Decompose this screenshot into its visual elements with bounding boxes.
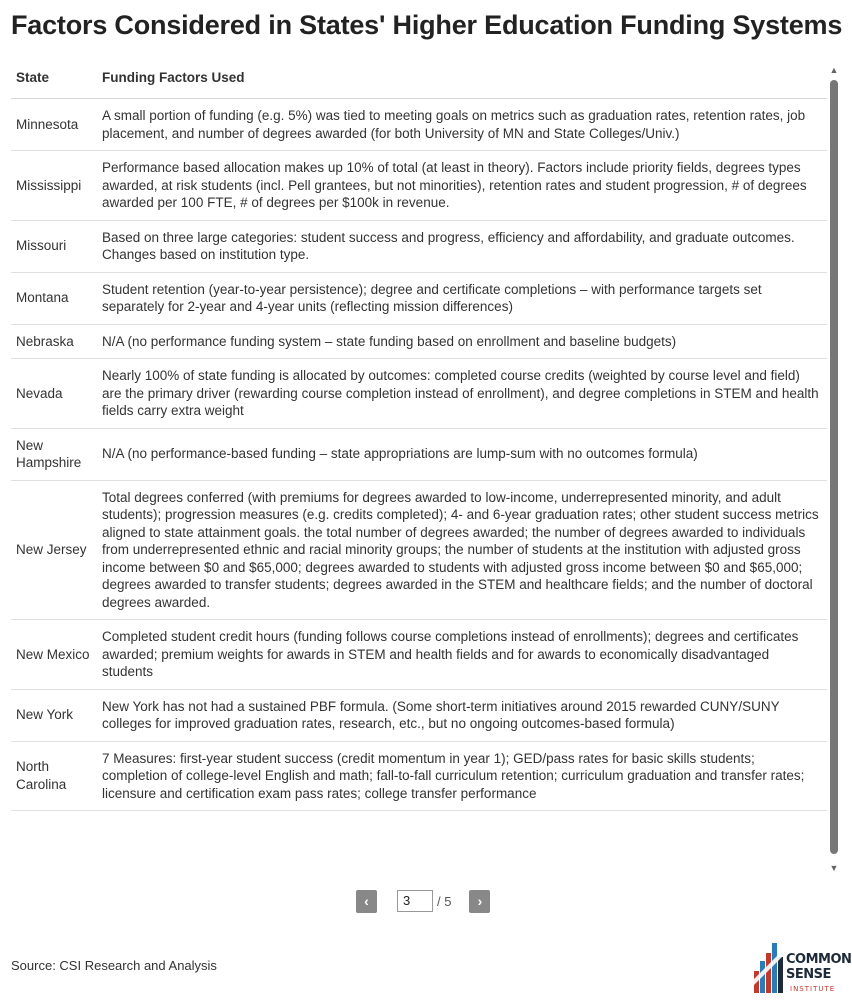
common-sense-institute-logo: [752, 937, 852, 997]
factors-cell: Based on three large categories: student success and progress, efficiency and affordability, and graduate outcomes. Changes based on institution type.: [97, 220, 827, 272]
factors-cell: New York has not had a sustained PBF formula. (Some short-term initiatives around 2015 rewarded CUNY/SUNY colleges for improved graduation rates, research, etc., but no ongoing outcomes-based formula): [97, 689, 827, 741]
logo-bars-icon: [752, 937, 786, 997]
table-row: [11, 480, 827, 620]
factors-cell: 7 Measures: first-year student success (credit momentum in year 1); GED/pass rates for basic skills students; completion of college-level English and math; fall-to-fall curriculum retention; curriculum graduation and transfer rates; licensure and certification exam pass rates; college transfer performance: [97, 741, 827, 811]
state-cell: New Jersey: [11, 480, 97, 620]
factors-cell: Total degrees conferred (with premiums for degrees awarded to low-income, underrepresented minority, and adult students); progression measures (e.g. credits completed); 4- and 6-year graduation rates; other student success metrics aligned to state attainment goals. the total number of degrees awarded; the number of degrees awarded to individuals from underrepresented ethnic and racial minority groups; the number of students at the institution with adjusted gross income between $0 and $65,000; degrees awarded to students with adjusted gross income between $0 and $65,000; degrees awarded to transfer students; degrees awarded in the STEM and healthcare fields; and the number of doctoral degrees awarded.: [97, 480, 827, 620]
funding-table: [11, 58, 827, 811]
state-cell: North Carolina: [11, 741, 97, 811]
logo-wordmark: COMMON SENSE: [786, 952, 852, 982]
factors-cell: Performance based allocation makes up 10% of total (at least in theory). Factors include priority fields, degrees types awarded, at risk students (incl. Pell grantees, but not minorities), retention rates and student progression, # of degrees awarded per 100 FTE, # of degrees per $100k in revenue.: [97, 151, 827, 221]
previous-page-button[interactable]: ‹: [356, 890, 377, 913]
table-row: [11, 151, 827, 221]
scroll-down-arrow-icon[interactable]: ▼: [829, 863, 839, 873]
chart-title: Factors Considered in States' Higher Education Funding Systems: [11, 10, 843, 40]
state-cell: New York: [11, 689, 97, 741]
state-cell: Minnesota: [11, 99, 97, 151]
state-cell: New Mexico: [11, 620, 97, 690]
state-cell: Montana: [11, 272, 97, 324]
source-note: Source: CSI Research and Analysis: [11, 958, 217, 973]
table-row: [11, 689, 827, 741]
table-row: [11, 359, 827, 429]
table-row: [11, 324, 827, 359]
factors-cell: N/A (no performance funding system – state funding based on enrollment and baseline budgets): [97, 324, 827, 359]
table-row: [11, 220, 827, 272]
table-container[interactable]: [11, 58, 827, 878]
page-number-input[interactable]: 3: [397, 890, 433, 912]
logo-subtitle: INSTITUTE: [790, 985, 836, 993]
table-row: [11, 620, 827, 690]
header-factors[interactable]: Funding Factors Used: [97, 58, 827, 99]
factors-cell: Student retention (year-to-year persistence); degree and certificate completions – with performance targets set separately for 2-year and 4-year units (reflecting mission differences): [97, 272, 827, 324]
state-cell: New Hampshire: [11, 428, 97, 480]
factors-cell: Nearly 100% of state funding is allocated by outcomes: completed course credits (weighted by course level and field) are the primary driver (rewarding course completion instead of enrollment), and degree completions in STEM and health fields carry extra weight: [97, 359, 827, 429]
next-page-button[interactable]: ›: [469, 890, 490, 913]
table-row: [11, 428, 827, 480]
table-row: [11, 741, 827, 811]
table-row: [11, 272, 827, 324]
header-state[interactable]: State: [11, 58, 97, 99]
state-cell: Nebraska: [11, 324, 97, 359]
table-row: [11, 99, 827, 151]
state-cell: Nevada: [11, 359, 97, 429]
state-cell: Mississippi: [11, 151, 97, 221]
pagination: [356, 889, 490, 913]
factors-cell: N/A (no performance-based funding – state appropriations are lump-sum with no outcomes formula): [97, 428, 827, 480]
table-header-row: [11, 58, 827, 99]
state-cell: Missouri: [11, 220, 97, 272]
scroll-up-arrow-icon[interactable]: ▲: [829, 65, 839, 75]
table-scrollbar[interactable]: [829, 64, 839, 874]
page-total: / 5: [437, 893, 452, 909]
scrollbar-thumb[interactable]: [830, 80, 838, 854]
factors-cell: A small portion of funding (e.g. 5%) was tied to meeting goals on metrics such as graduation rates, retention rates, job placement, and number of degrees awarded (for both University of MN and State Colleges/Univ.): [97, 99, 827, 151]
factors-cell: Completed student credit hours (funding follows course completions instead of enrollments); degrees and certificates awarded; premium weights for awards in STEM and health fields and for awards to economically disadvantaged students: [97, 620, 827, 690]
